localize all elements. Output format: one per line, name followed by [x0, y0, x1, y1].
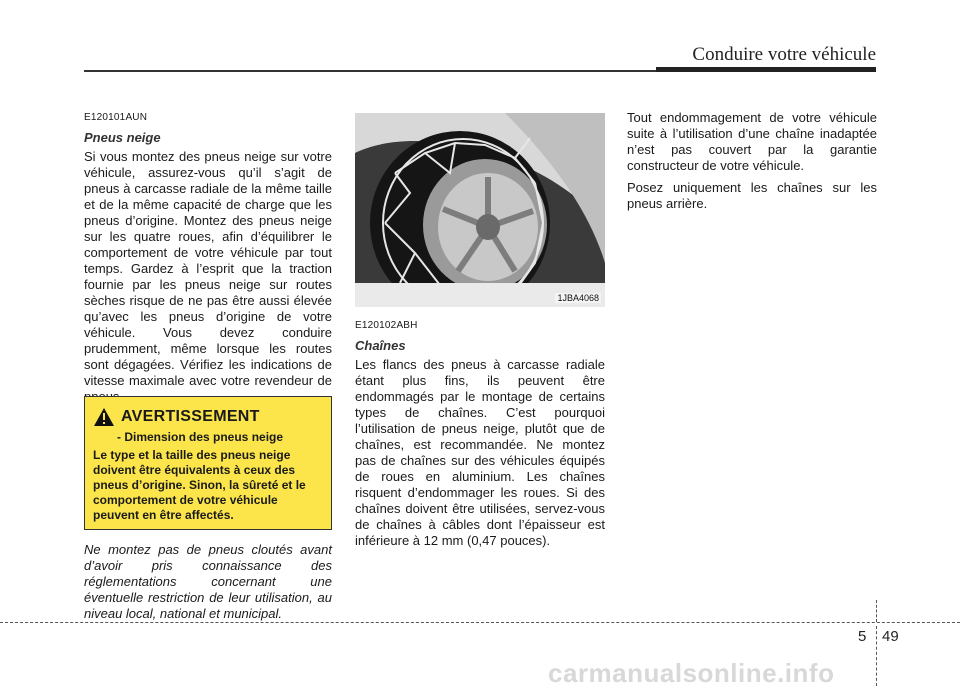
- warning-box: [84, 396, 332, 530]
- subhead-pneus-neige: Pneus neige: [84, 130, 161, 145]
- section-code: E120101AUN: [84, 112, 148, 123]
- paragraph-warranty: Tout endommagement de votre véhicule suite à l’utilisation d’une chaîne inadaptée n’est pas couvert par la garantie constructeur de votre véhicule.: [627, 110, 877, 173]
- header-rule-accent: [656, 67, 876, 72]
- tire-chain-image: [355, 113, 605, 307]
- page-number: 49: [882, 628, 899, 645]
- warning-triangle-icon: [93, 407, 115, 427]
- paragraph-pneus-neige: Si vous montez des pneus neige sur votre véhicule, assurez-vous qu’il s’agit de pneus à carcasse radiale de la même taille et de la même capacité de charge que les pneus d’origine. Montez des pneus neige sur les quatre roues, afin d’équilibrer le comportement de votre véhicule par tout temps. Gardez à l’esprit que la traction fournie par les pneus neige sur routes sèches risque de ne pas être aussi élevée qu’avec les pneus d’origine de votre véhicule. Vous devez conduire prudemment, même lorsque les routes sont dégagées. Vérifiez les indications de vitesse maximale avec votre revendeur de: [84, 149, 332, 388]
- footer-rule: [0, 622, 960, 624]
- studded-tire-note: Ne montez pas de pneus cloutés avant d’avoir pris connaissance des réglementations concernant une éventuelle restriction de leur utilisation, au niveau local, national et municipal.: [84, 542, 332, 621]
- paragraph-rear-tires: Posez uniquement les chaînes sur les pneus arrière.: [627, 180, 877, 211]
- chapter-number: 5: [858, 628, 867, 645]
- middle-column: [355, 318, 605, 555]
- page-number-divider: [876, 626, 878, 686]
- right-column: [627, 110, 877, 218]
- paragraph-chaines: Les flancs des pneus à carcasse radiale étant plus fins, ils peuvent être endommagés par le montage de certains types de chaînes. C’est pourquoi l’utilisation de pneus neige, plutôt que de chaînes, est recommandée. Ne montez pas de chaînes sur des véhicules équipés de roues en aluminium. Les chaînes risquent d’endommager les roues. Si des chaînes doivent être utilisées, servez-vous de chaînes à câbles dont l’épaisseur est inférieure à 12 mm (0,47 pouces).: [355, 357, 605, 548]
- subhead-chaines: Chaînes: [355, 338, 406, 353]
- section-title: Conduire votre véhicule: [692, 44, 876, 65]
- footer-divider-top: [876, 600, 878, 622]
- warning-subtitle: - Dimension des pneus neige: [117, 430, 284, 444]
- watermark-text: carmanualsonline.info: [548, 658, 835, 688]
- image-label: 1JBA4068: [557, 293, 599, 303]
- left-column: [84, 110, 332, 411]
- warning-text: Le type et la taille des pneus neige doivent être équivalents à ceux des pneus d’origine. Sinon, la sûreté et le comportement de votre véhicule peuvent en être affectés.: [93, 448, 306, 522]
- warning-title: AVERTISSEMENT: [121, 408, 260, 425]
- section-code-chaines: E120102ABH: [355, 320, 418, 331]
